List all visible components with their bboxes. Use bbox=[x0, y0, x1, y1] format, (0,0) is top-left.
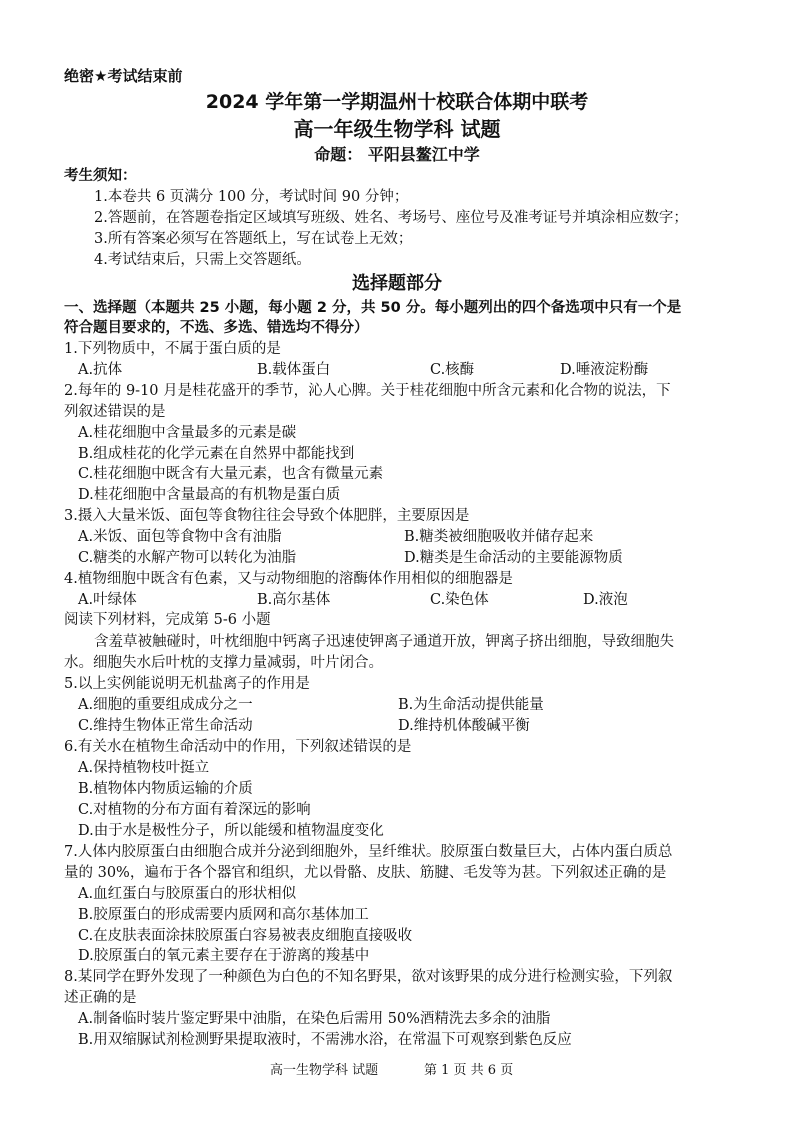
question-stem: 6.有关水在植物生命活动中的作用，下列叙述错误的是 bbox=[64, 739, 412, 755]
option-a: A.桂花细胞中含量最多的元素是碳 bbox=[78, 425, 297, 441]
section-instructions: 一、选择题（本题共 25 小题，每小题 2 分，共 50 分。每小题列出的四个备选项中只有一个是 bbox=[64, 300, 682, 316]
question-stem: 4.植物细胞中既含有色素，又与动物细胞的溶酶体作用相似的细胞器是 bbox=[64, 571, 513, 587]
question-stem: 2.每年的 9-10 月是桂花盛开的季节，沁人心脾。关于桂花细胞中所含元素和化合物的说法，下 bbox=[64, 383, 671, 399]
option-b: B.为生命活动提供能量 bbox=[398, 697, 544, 713]
option-c: C.糖类的水解产物可以转化为油脂 bbox=[78, 550, 297, 566]
option-d: D.由于水是极性分子，所以能缓和植物温度变化 bbox=[78, 823, 384, 839]
option-b: B.组成桂花的化学元素在自然界中都能找到 bbox=[78, 446, 355, 462]
option-d: D.维持机体酸碱平衡 bbox=[398, 718, 530, 734]
material-text: 水。细胞失水后叶枕的支撑力量减弱，叶片闭合。 bbox=[64, 655, 383, 671]
option-d: D.液泡 bbox=[583, 592, 628, 608]
material-text: 含羞草被触碰时，叶枕细胞中钙离子迅速使钾离子通道开放，钾离子挤出细胞，导致细胞失 bbox=[94, 634, 674, 650]
option-a: A.保持植物枝叶挺立 bbox=[78, 760, 210, 776]
question-stem: 3.摄入大量米饭、面包等食物往往会导致个体肥胖，主要原因是 bbox=[64, 508, 470, 524]
option-d: D.桂花细胞中含量最高的有机物是蛋白质 bbox=[78, 487, 341, 503]
option-a: A.细胞的重要组成成分之一 bbox=[78, 697, 253, 713]
option-a: A.叶绿体 bbox=[78, 592, 137, 608]
exam-title: 2024 学年第一学期温州十校联合体期中联考 bbox=[205, 91, 589, 113]
notice-heading: 考生须知： bbox=[64, 168, 137, 184]
notice-item: 3.所有答案必须写在答题纸上，写在试卷上无效； bbox=[94, 231, 413, 247]
question-stem: 8.某同学在野外发现了一种颜色为白色的不知名野果，欲对该野果的成分进行检测实验，下列叙 bbox=[64, 969, 673, 985]
footer-subject: 高一生物学科 试题 bbox=[270, 1063, 379, 1078]
question-stem: 5.以上实例能说明无机盐离子的作用是 bbox=[64, 676, 310, 692]
option-c: C.核酶 bbox=[430, 362, 475, 378]
option-b: B.载体蛋白 bbox=[257, 362, 331, 378]
question-stem: 述正确的是 bbox=[64, 990, 137, 1006]
section-instructions: 符合题目要求的，不选、多选、错选均不得分） bbox=[64, 320, 369, 336]
material-intro: 阅读下列材料，完成第 5-6 小题 bbox=[64, 612, 271, 628]
option-c: C.在皮肤表面涂抹胶原蛋白容易被表皮细胞直接吸收 bbox=[78, 928, 413, 944]
exam-subtitle: 高一年级生物学科 试题 bbox=[293, 117, 501, 141]
notice-item: 2.答题前，在答题卷指定区域填写班级、姓名、考场号、座位号及准考证号并填涂相应数字； bbox=[94, 210, 688, 226]
option-c: C.维持生物体正常生命活动 bbox=[78, 718, 253, 734]
notice-item: 1.本卷共 6 页满分 100 分，考试时间 90 分钟； bbox=[94, 189, 409, 205]
option-c: C.桂花细胞中既含有大量元素，也含有微量元素 bbox=[78, 466, 384, 482]
option-b: B.高尔基体 bbox=[257, 592, 331, 608]
confidential-label: 绝密★考试结束前 bbox=[64, 67, 183, 85]
question-stem: 1.下列物质中，不属于蛋白质的是 bbox=[64, 341, 281, 357]
option-d: D.糖类是生命活动的主要能源物质 bbox=[404, 550, 623, 566]
option-d: D.唾液淀粉酶 bbox=[560, 362, 649, 378]
question-stem: 列叙述错误的是 bbox=[64, 404, 166, 420]
question-stem: 7.人体内胶原蛋白由细胞合成并分泌到细胞外，呈纤维状。胶原蛋白数量巨大，占体内蛋白质总 bbox=[64, 844, 673, 860]
option-a: A.血红蛋白与胶原蛋白的形状相似 bbox=[78, 886, 297, 902]
question-stem: 量的 30%，遍布于各个器官和组织，尤以骨骼、皮肤、筋腱、毛发等为甚。下列叙述正确的是 bbox=[64, 865, 667, 881]
option-d: D.胶原蛋白的氧元素主要存在于游离的羧基中 bbox=[78, 948, 370, 964]
option-a: A.制备临时装片鉴定野果中油脂，在染色后需用 50%酒精洗去多余的油脂 bbox=[78, 1011, 551, 1027]
option-b: B.糖类被细胞吸收并储存起来 bbox=[404, 529, 594, 545]
exam-setter: 命题： 平阳县鳌江中学 bbox=[314, 145, 480, 164]
option-c: C.染色体 bbox=[430, 592, 489, 608]
footer-page-info: 第 1 页 共 6 页 bbox=[424, 1063, 514, 1078]
option-c: C.对植物的分布方面有着深远的影响 bbox=[78, 802, 311, 818]
option-b: B.植物体内物质运输的介质 bbox=[78, 781, 253, 797]
option-b: B.胶原蛋白的形成需要内质网和高尔基体加工 bbox=[78, 907, 369, 923]
option-b: B.用双缩脲试剂检测野果提取液时，不需沸水浴，在常温下可观察到紫色反应 bbox=[78, 1032, 572, 1048]
notice-item: 4.考试结束后，只需上交答题纸。 bbox=[94, 252, 311, 268]
option-a: A.米饭、面包等食物中含有油脂 bbox=[78, 529, 282, 545]
section-title: 选择题部分 bbox=[352, 273, 442, 294]
option-a: A.抗体 bbox=[78, 362, 123, 378]
